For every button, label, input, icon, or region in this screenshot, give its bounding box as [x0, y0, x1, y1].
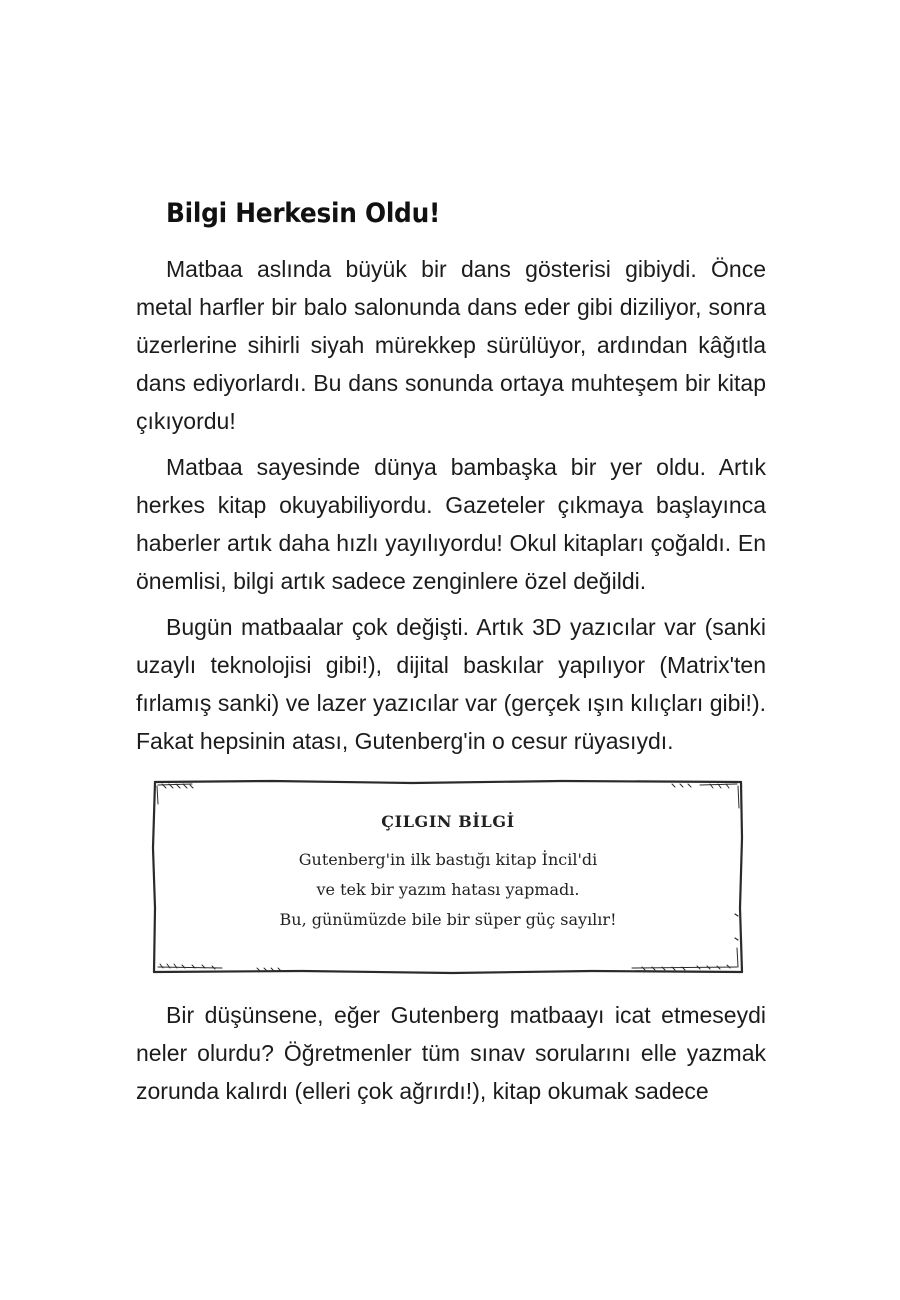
fun-fact-box — [152, 778, 744, 974]
paragraph-world-changed: Matbaa sayesinde dünya bambaşka bir yer oldu. Artık herkes kitap okuyabiliyordu. Gazeteler çıkmaya başlayınca haberler artık daha hızlı yayılıyordu! Okul kitapları çoğaldı. En önemlisi, bilgi artık sadece zenginlere özel değildi. — [136, 454, 766, 594]
main-text — [136, 250, 766, 768]
section-heading: Bilgi Herkesin Oldu! — [166, 198, 441, 229]
paragraph-dance: Matbaa aslında büyük bir dans gösterisi gibiydi. Önce metal harfler bir balo salonunda dans eder gibi diziliyor, sonra üzerlerine sihirli siyah mürekkep sürülüyor, ardından kâğıtla dans ediyorlardı. Bu dans sonunda ortaya muhteşem bir kitap çıkıyordu! — [136, 256, 766, 434]
continuation-text — [136, 996, 766, 1118]
fact-line: Gutenberg'in ilk bastığı kitap İncil'di — [298, 850, 598, 869]
paragraph-modern-printing: Bugün matbaalar çok değişti. Artık 3D yazıcılar var (sanki uzaylı teknolojisi gibi!), dijital baskılar yapılıyor (Matrix'ten fırlamış sanki) ve lazer yazıcılar var (gerçek ışın kılıçları gibi!). Fakat hepsinin atası, Gutenberg'in o cesur rüyasıydı. — [136, 614, 766, 754]
paragraph-what-if: Bir düşünsene, eğer Gutenberg matbaayı icat etmeseydi neler olurdu? Öğretmenler tüm sınav sorularını elle yazmak zorunda kalırdı (elleri çok ağrırdı!), kitap okumak sadece — [136, 1002, 766, 1104]
fact-content — [152, 812, 744, 935]
fact-title: ÇILGIN BİLGİ — [381, 812, 515, 831]
fact-line: ve tek bir yazım hatası yapmadı. — [316, 880, 580, 899]
fact-line: Bu, günümüzde bile bir süper güç sayılır! — [279, 910, 617, 929]
